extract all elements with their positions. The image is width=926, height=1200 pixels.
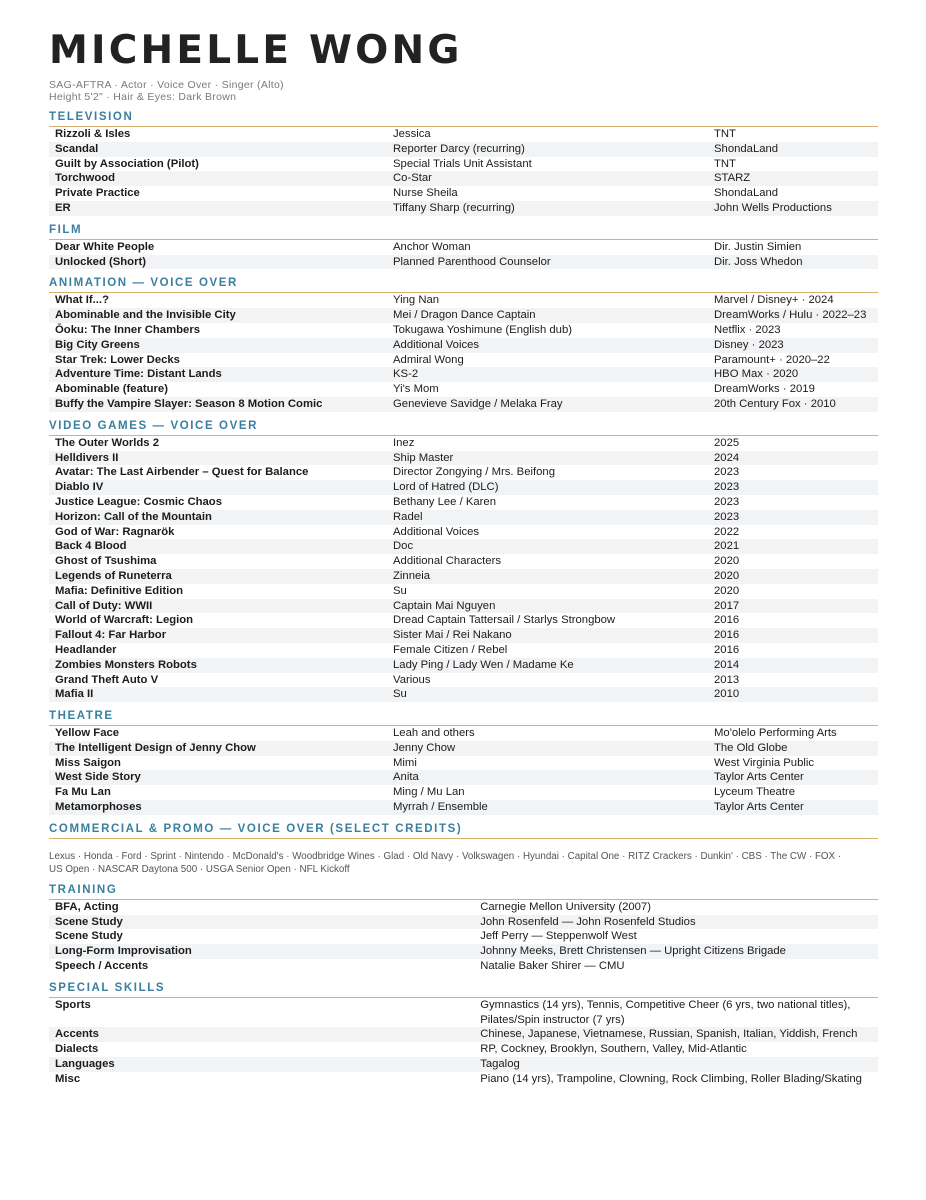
brand-name: NASCAR Daytona 500 [98, 863, 198, 875]
credit-row [49, 900, 878, 915]
credit-role: Yi's Mom [393, 383, 439, 396]
brand-name: NFL Kickoff [299, 863, 350, 875]
special-skills-table [49, 998, 878, 1087]
credit-row [49, 1027, 878, 1042]
credit-role: Admiral Wong [393, 353, 464, 366]
credit-producer: 2020 [714, 584, 740, 597]
credit-title: BFA, Acting [55, 900, 119, 913]
credit-row [49, 756, 878, 771]
credit-title: Scandal [49, 142, 387, 157]
credit-title: Horizon: Call of the Mountain [49, 510, 387, 525]
brand-name: Hyundai [522, 850, 559, 862]
credit-title: Diablo IV [49, 480, 387, 495]
credit-row [49, 397, 878, 412]
credit-title: Ōoku: The Inner Chambers [55, 323, 201, 336]
credit-producer: The Old Globe [708, 741, 878, 756]
section-title-television: TELEVISION [49, 110, 878, 127]
credit-title: World of Warcraft: Legion [55, 614, 194, 627]
credit-row [49, 785, 878, 800]
credit-producer: DreamWorks · 2019 [714, 383, 815, 396]
credit-role: Zinneia [387, 569, 708, 584]
credit-row [49, 338, 878, 353]
credit-role: Ship Master [387, 451, 708, 466]
credit-title: Legends of Runeterra [49, 569, 387, 584]
section-title-film: FILM [49, 223, 878, 240]
credit-title: Unlocked (Short) [49, 255, 387, 270]
brand-name: Sprint [150, 850, 176, 862]
credit-role: Tokugawa Yoshimune (English dub) [393, 323, 572, 336]
credit-producer: 2020 [708, 569, 878, 584]
brand-name: Nintendo [184, 850, 224, 862]
credit-role: Su [393, 584, 407, 597]
credit-role: Mei / Dragon Dance Captain [387, 308, 708, 323]
section-title-special-skills: SPECIAL SKILLS [49, 981, 878, 998]
commercial-brands-list: Lexus · Honda · Ford · Sprint · Nintendo · McDonald's · Woodbridge Wines · Glad · Old Navy · Volkswagen · Hyundai · Capital One · RITZ Crackers · Dunkin' · CBS · The CW · FOX · US Open · NASCAR Daytona 500 · USGA Senior Open · NFL Kickoff [49, 850, 842, 875]
credit-row [49, 157, 878, 172]
credit-role: Jessica [393, 128, 431, 140]
credit-row [49, 255, 878, 270]
credit-role: Johnny Meeks, Brett Christensen — Upright Citizens Brigade [474, 944, 878, 959]
credit-title: Misc [55, 1072, 81, 1085]
credit-title: Languages [49, 1057, 474, 1072]
credit-title: Miss Saigon [55, 756, 121, 769]
credit-row [49, 613, 878, 628]
credit-producer: Taylor Arts Center [708, 770, 878, 785]
credit-producer: 2022 [714, 525, 740, 538]
credit-title: Metamorphoses [49, 800, 387, 815]
television-table [49, 127, 878, 216]
credit-row [49, 480, 878, 495]
credit-producer: 20th Century Fox · 2010 [708, 397, 878, 412]
credit-producer: Dir. Justin Simien [714, 240, 802, 253]
credit-producer: TNT [714, 128, 736, 140]
credit-role: Mimi [393, 756, 417, 769]
credit-producer: DreamWorks / Hulu · 2022–23 [708, 308, 878, 323]
credit-role: Ming / Mu Lan [393, 786, 465, 799]
credit-producer: 2021 [708, 539, 878, 554]
credit-row [49, 142, 878, 157]
physical-details: Height 5'2" · Hair & Eyes: Dark Brown [49, 91, 237, 103]
credit-title: Guilt by Association (Pilot) [55, 157, 199, 170]
credit-title: Private Practice [55, 187, 140, 200]
credit-role: Anita [387, 770, 708, 785]
brand-name: Woodbridge Wines [292, 850, 375, 862]
brand-name: Dunkin' [700, 850, 733, 862]
credit-row [49, 127, 878, 142]
credit-producer: 2023 [714, 495, 740, 508]
credit-row [49, 308, 878, 323]
training-table [49, 900, 878, 974]
credit-title: Rizzoli & Isles [55, 128, 131, 140]
credit-title: Mafia II [49, 687, 387, 702]
credit-role: Special Trials Unit Assistant [393, 157, 532, 170]
credit-row [49, 1072, 878, 1087]
union-and-roles: SAG-AFTRA · Actor · Voice Over · Singer (Alto) [49, 79, 284, 91]
credit-row [49, 201, 878, 216]
credit-row [49, 495, 878, 510]
credit-row [49, 915, 878, 930]
credit-row [49, 186, 878, 201]
credit-row [49, 944, 878, 959]
credit-title: West Side Story [49, 770, 387, 785]
credit-producer: Disney · 2023 [708, 338, 878, 353]
credit-producer: TNT [714, 157, 736, 170]
credit-role: Lady Ping / Lady Wen / Madame Ke [387, 658, 708, 673]
brand-name: Old Navy [412, 850, 454, 862]
credit-role: Anchor Woman [393, 240, 471, 253]
credit-row [49, 436, 878, 451]
credit-role: Planned Parenthood Counselor [387, 255, 708, 270]
credit-role: Natalie Baker Shirer — CMU [480, 960, 625, 973]
credit-producer: Taylor Arts Center [708, 800, 878, 815]
credit-producer: Marvel / Disney+ · 2024 [714, 294, 834, 307]
credit-producer: Paramount+ · 2020–22 [714, 353, 830, 366]
credit-role: Chinese, Japanese, Vietnamese, Russian, Spanish, Italian, Yiddish, French [474, 1027, 878, 1042]
credit-row [49, 569, 878, 584]
credit-title: Headlander [55, 643, 117, 656]
section-title-commercial: COMMERCIAL & PROMO — VOICE OVER (SELECT CREDITS) [49, 822, 878, 839]
credit-producer: 2020 [714, 555, 740, 568]
credit-producer: 2023 [708, 510, 878, 525]
brand-name: US Open [49, 863, 90, 875]
credit-role: Su [387, 687, 708, 702]
credit-role: Various [393, 673, 431, 686]
credit-title: Helldivers II [49, 451, 387, 466]
credit-role: Jeff Perry — Steppenwolf West [480, 930, 637, 943]
credit-producer: ShondaLand [708, 142, 878, 157]
credit-role: RP, Cockney, Brooklyn, Southern, Valley, Mid-Atlantic [480, 1043, 747, 1056]
credit-row [49, 584, 878, 599]
credit-role: Co-Star [387, 171, 708, 186]
credit-title: What If...? [55, 294, 109, 307]
credit-producer: ShondaLand [714, 187, 779, 200]
section-title-theatre: THEATRE [49, 709, 878, 726]
brand-name: Glad [383, 850, 405, 862]
brand-name: RITZ Crackers [628, 850, 692, 862]
credit-title: Grand Theft Auto V [55, 673, 159, 686]
credit-title: Justice League: Cosmic Chaos [55, 495, 222, 508]
credit-title: Torchwood [49, 171, 387, 186]
brand-name: FOX [814, 850, 836, 862]
credit-title: Yellow Face [55, 727, 120, 740]
credit-row [49, 367, 878, 382]
credit-title: Long-Form Improvisation [49, 944, 474, 959]
credit-title: Dialects [55, 1043, 99, 1056]
brand-name: Honda [83, 850, 113, 862]
credit-title: Call of Duty: WWII [49, 599, 387, 614]
brand-name: Capital One [567, 850, 620, 862]
credit-producer: Netflix · 2023 [714, 323, 781, 336]
credit-role: Myrrah / Ensemble [387, 800, 708, 815]
credit-row [49, 451, 878, 466]
credit-title: Zombies Monsters Robots [49, 658, 387, 673]
credit-row [49, 382, 878, 397]
credit-row [49, 929, 878, 944]
credit-row [49, 525, 878, 540]
credit-row [49, 171, 878, 186]
credit-producer: 2010 [708, 687, 878, 702]
brand-name: Volkswagen [461, 850, 515, 862]
credit-title: Adventure Time: Distant Lands [49, 367, 387, 382]
credit-producer: 2023 [708, 480, 878, 495]
credit-row [49, 998, 878, 1028]
credit-producer: John Wells Productions [708, 201, 878, 216]
credit-role: Piano (14 yrs), Trampoline, Clowning, Rock Climbing, Roller Blading/Skating [480, 1072, 862, 1085]
credit-title: Fa Mu Lan [55, 786, 111, 799]
credit-producer: 2025 [714, 436, 740, 449]
brand-name: Ford [121, 850, 142, 862]
credit-title: Accents [49, 1027, 474, 1042]
credit-row [49, 673, 878, 688]
credit-row [49, 293, 878, 308]
brand-name: USGA Senior Open [205, 863, 291, 875]
credit-role: Doc [387, 539, 708, 554]
credit-title: The Intelligent Design of Jenny Chow [49, 741, 387, 756]
credit-title: Back 4 Blood [49, 539, 387, 554]
credit-producer: Dir. Joss Whedon [708, 255, 878, 270]
credit-row [49, 628, 878, 643]
credit-title: Dear White People [55, 240, 155, 253]
credit-row [49, 770, 878, 785]
credit-role: Nurse Sheila [393, 187, 458, 200]
credit-title: Avatar: The Last Airbender – Quest for Balance [55, 466, 309, 479]
credit-role: Bethany Lee / Karen [393, 495, 497, 508]
credit-role: Additional Voices [393, 525, 480, 538]
credit-role: John Rosenfeld — John Rosenfeld Studios [474, 915, 878, 930]
credit-title: Sports [55, 998, 91, 1011]
credit-producer: 2017 [708, 599, 878, 614]
credit-role: Dread Captain Tattersail / Starlys Strongbow [393, 614, 616, 627]
credit-title: Abominable and the Invisible City [49, 308, 387, 323]
actor-name: MICHELLE WONG [49, 28, 463, 73]
credit-row [49, 539, 878, 554]
resume-page [49, 28, 878, 1087]
brand-name: The CW [770, 850, 807, 862]
video-games-table [49, 436, 878, 702]
credit-producer: Lyceum Theatre [714, 786, 796, 799]
credit-row [49, 510, 878, 525]
credit-role: Leah and others [393, 727, 475, 740]
credit-producer: 2016 [714, 643, 740, 656]
credit-role: Gymnastics (14 yrs), Tennis, Competitive Cheer (6 yrs, two national titles), Pilates/Spin instructor (7 yrs) [480, 998, 851, 1026]
theatre-table [49, 726, 878, 815]
credit-role: KS-2 [387, 367, 708, 382]
film-table [49, 240, 878, 270]
credit-row [49, 726, 878, 741]
credit-producer: 2013 [714, 673, 740, 686]
credit-producer: West Virginia Public [714, 756, 815, 769]
credit-title: Scene Study [49, 915, 474, 930]
credit-role: Tagalog [474, 1057, 878, 1072]
credit-role: Genevieve Savidge / Melaka Fray [387, 397, 708, 412]
credit-role: Captain Mai Nguyen [387, 599, 708, 614]
credit-producer: 2016 [714, 614, 740, 627]
credit-title: Big City Greens [49, 338, 387, 353]
credit-title: Scene Study [55, 930, 123, 943]
brand-name: CBS [741, 850, 762, 862]
section-title-animation: ANIMATION — VOICE OVER [49, 276, 878, 293]
credit-role: Female Citizen / Rebel [393, 643, 508, 656]
brand-name: McDonald's [232, 850, 284, 862]
section-title-training: TRAINING [49, 883, 878, 900]
credit-role: Radel [387, 510, 708, 525]
credit-row [49, 323, 878, 338]
credit-producer: STARZ [708, 171, 878, 186]
credit-title: Ghost of Tsushima [55, 555, 157, 568]
credit-title: ER [49, 201, 387, 216]
section-title-video-games: VIDEO GAMES — VOICE OVER [49, 419, 878, 436]
credit-row [49, 1057, 878, 1072]
credit-title: Buffy the Vampire Slayer: Season 8 Motion Comic [49, 397, 387, 412]
credit-row [49, 1042, 878, 1057]
credit-producer: 2016 [708, 628, 878, 643]
credit-title: Fallout 4: Far Harbor [49, 628, 387, 643]
credit-producer: 2014 [708, 658, 878, 673]
credit-producer: Mo'olelo Performing Arts [714, 727, 837, 740]
credit-producer: 2023 [714, 466, 740, 479]
credit-title: Star Trek: Lower Decks [55, 353, 180, 366]
credit-row [49, 353, 878, 368]
credit-role: Lord of Hatred (DLC) [387, 480, 708, 495]
credit-role: Additional Voices [387, 338, 708, 353]
credit-role: Ying Nan [393, 294, 440, 307]
credit-row [49, 465, 878, 480]
credit-role: Carnegie Mellon University (2007) [480, 900, 651, 913]
credit-row [49, 687, 878, 702]
credit-title: Abominable (feature) [55, 383, 168, 396]
credit-role: Jenny Chow [387, 741, 708, 756]
credit-title: The Outer Worlds 2 [55, 436, 159, 449]
brand-name: Lexus [49, 850, 76, 862]
animation-table [49, 293, 878, 411]
credit-role: Additional Characters [393, 555, 502, 568]
credit-row [49, 800, 878, 815]
credit-row [49, 658, 878, 673]
credit-row [49, 554, 878, 569]
credit-role: Inez [393, 436, 415, 449]
credit-row [49, 959, 878, 974]
credit-role: Tiffany Sharp (recurring) [387, 201, 708, 216]
credit-row [49, 741, 878, 756]
credit-role: Sister Mai / Rei Nakano [387, 628, 708, 643]
credit-producer: HBO Max · 2020 [708, 367, 878, 382]
credit-role: Reporter Darcy (recurring) [387, 142, 708, 157]
credit-row [49, 643, 878, 658]
credit-role: Director Zongying / Mrs. Beifong [393, 466, 555, 479]
credit-row [49, 599, 878, 614]
credit-title: Mafia: Definitive Edition [55, 584, 184, 597]
credit-producer: 2024 [708, 451, 878, 466]
credit-row [49, 240, 878, 255]
credit-title: God of War: Ragnarök [55, 525, 175, 538]
credit-title: Speech / Accents [55, 960, 149, 973]
